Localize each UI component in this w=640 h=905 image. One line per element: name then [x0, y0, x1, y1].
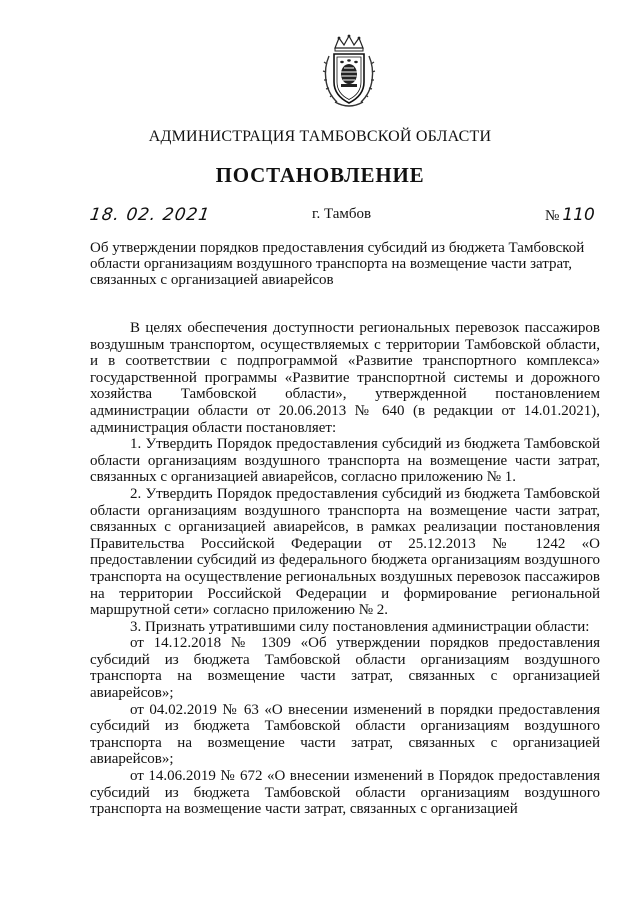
document-number	[545, 205, 595, 225]
body-paragraph-item-3: 3. Признать утратившими силу постановления администрации области:	[130, 618, 590, 635]
body-paragraph-repeal-3: от 14.06.2019 № 672 «О внесении изменений в Порядок предоставления субсидий из бюджета Тамбовской области организациям воздушного транспорта на возмещение части затрат, связанных с организацией	[90, 768, 600, 818]
handwritten-date: 18. 02. 2021	[88, 205, 212, 225]
body-paragraph-preamble: В целях обеспечения доступности региональных перевозок пассажиров воздушным транспортом, осуществляемых с территории Тамбовской области, и в соответствии с подпрограммой «Развитие транспортного комплекса» государственной программы «Развитие транспортной системы и дорожного хозяйства Тамбовской области», утвержденной постановлением администрации области от 20.06.2013 № 640 (в редакции от 14.01.2021), администрация области постановляет:	[90, 320, 600, 436]
body-paragraph-item-1: 1. Утвердить Порядок предоставления субсидий из бюджета Тамбовской области организациям воздушного транспорта на возмещение части затрат, связанных с организацией авиарейсов, согласно приложению № 1.	[90, 436, 600, 486]
handwritten-number: 110	[562, 205, 595, 225]
document-body	[90, 320, 600, 818]
body-paragraph-repeal-1: от 14.12.2018 № 1309 «Об утверждении порядков предоставления субсидий из бюджета Тамбовской области организациям воздушного транспорта на возмещение части затрат, связанных с организацией авиарейсов»;	[90, 635, 600, 702]
document-subject: Об утверждении порядков предоставления субсидий из бюджета Тамбовской области организациям воздушного транспорта на возмещение части затрат, связанных с организацией авиарейсов	[90, 240, 585, 288]
organization-name: АДМИНИСТРАЦИЯ ТАМБОВСКОЙ ОБЛАСТИ	[148, 128, 492, 145]
coat-of-arms-icon	[321, 34, 377, 112]
city-name: г. Тамбов	[312, 206, 372, 222]
body-paragraph-item-2: 2. Утвердить Порядок предоставления субсидий из бюджета Тамбовской области организациям воздушного транспорта на возмещение части затрат, связанных с организацией авиарейсов, в рамках реализации постановления Правительства Российской Федерации от 25.12.2013 № 1242 «О предоставлении субсидий из федерального бюджета организациям воздушного транспорта на осуществление региональных воздушных перевозок пассажиров на территории Российской Федерации и формирование региональной маршрутной сети» согласно приложению № 2.	[90, 485, 600, 619]
number-prefix: №	[545, 208, 560, 224]
document-type-title: ПОСТАНОВЛЕНИЕ	[215, 163, 425, 187]
body-paragraph-repeal-2: от 04.02.2019 № 63 «О внесении изменений в порядки предоставления субсидий из бюджета Тамбовской области организациям воздушного транспорта на возмещение части затрат, связанных с организацией авиарейсов»;	[90, 701, 600, 768]
